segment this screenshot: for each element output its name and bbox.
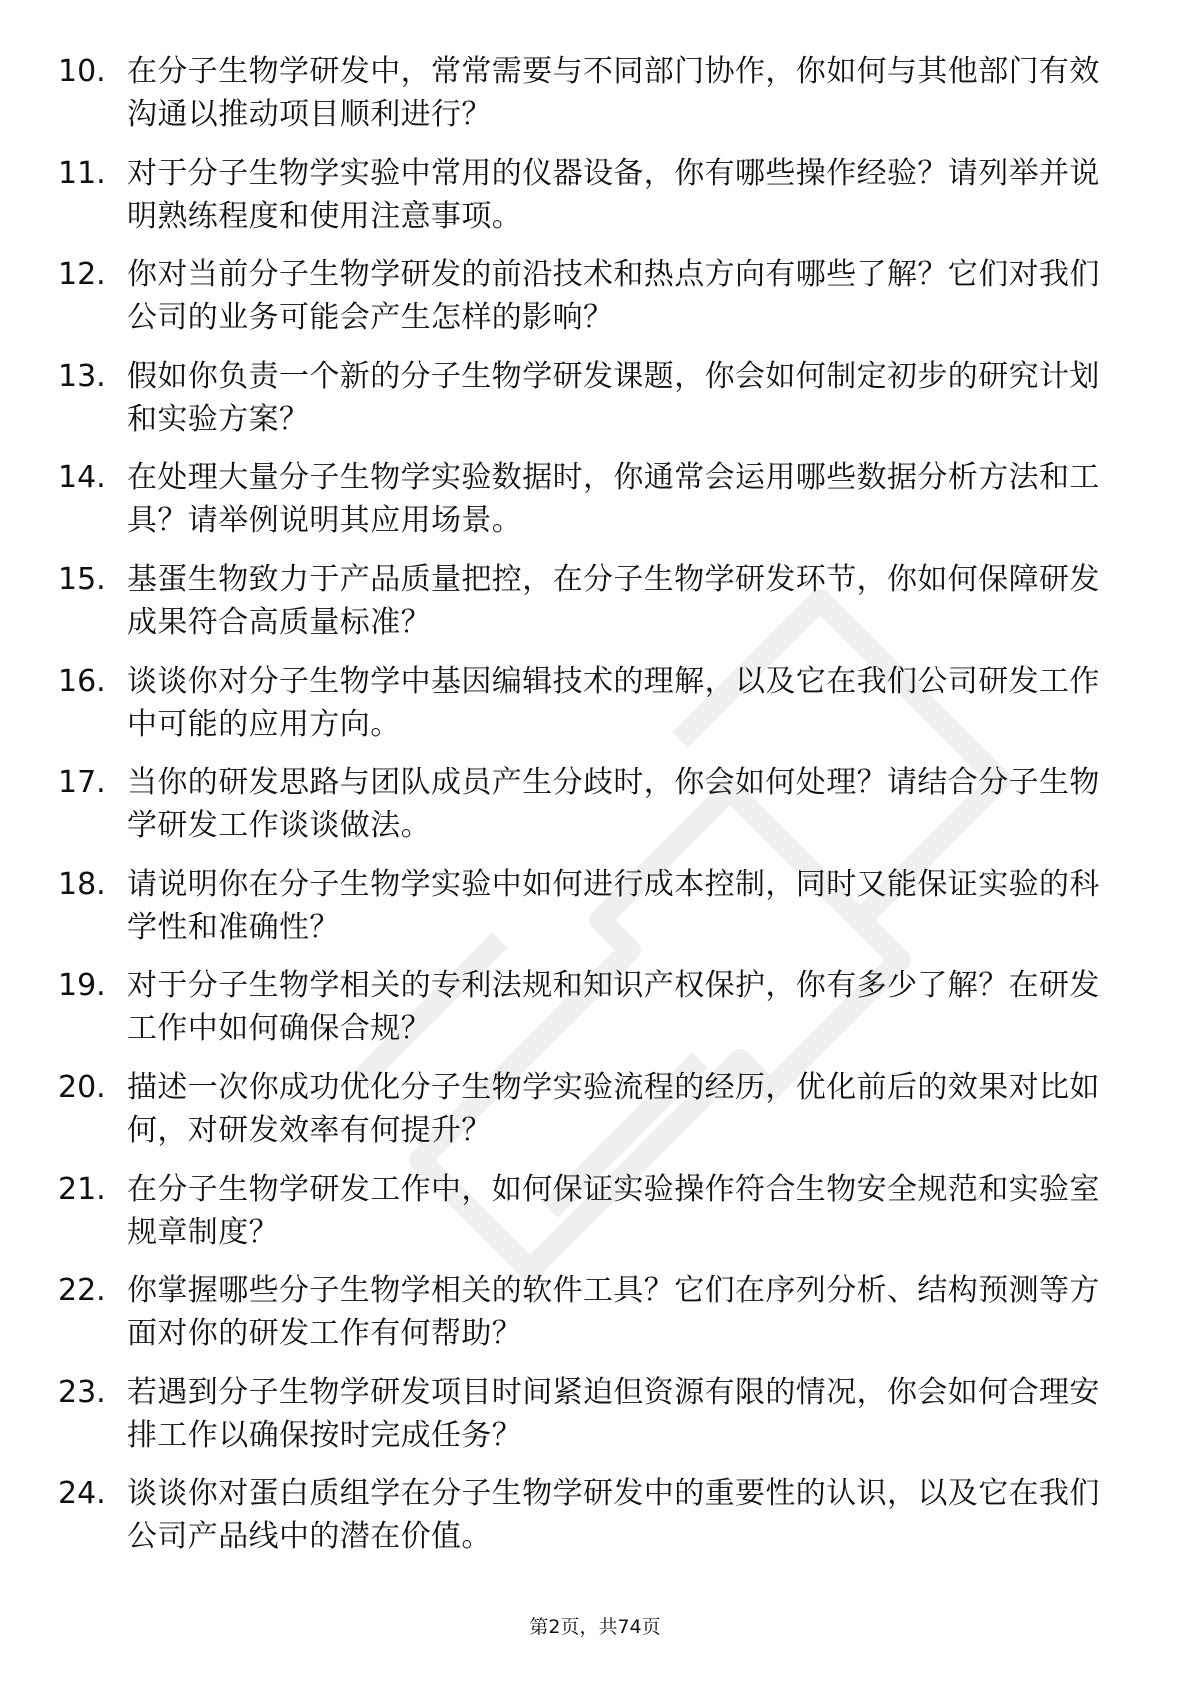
question-text: 在分子生物学研发中，常常需要与不同部门协作，你如何与其他部门有效沟通以推动项目顺利进行？ [127,54,1100,132]
question-text: 基蛋生物致力于产品质量把控，在分子生物学研发环节，你如何保障研发成果符合高质量标准？ [127,561,1100,640]
question-text: 对于分子生物学相关的专利法规和知识产权保护，你有多少了解？在研发工作中如何确保合规？ [127,968,1100,1047]
question-number: 17. [58,765,106,801]
question-item [58,456,1118,542]
question-number: 13. [58,358,106,394]
question-text: 当你的研发思路与团队成员产生分歧时，你会如何处理？请结合分子生物学研发工作谈谈做法。 [127,765,1100,844]
question-number: 12. [58,257,106,293]
question-number: 19. [58,968,106,1004]
question-number: 24. [58,1476,106,1512]
question-text: 在分子生物学研发工作中，如何保证实验操作符合生物安全规范和实验室规章制度？ [127,1171,1100,1250]
question-text: 若遇到分子生物学研发项目时间紧迫但资源有限的情况，你会如何合理安排工作以确保按时完成任务？ [127,1374,1100,1453]
question-text: 谈谈你对分子生物学中基因编辑技术的理解，以及它在我们公司研发工作中可能的应用方向。 [127,663,1100,742]
question-number: 10. [58,54,106,89]
question-item [58,50,1118,136]
question-list [58,50,1118,1574]
page-number: 第2页，共74页 [529,1616,661,1638]
question-item [58,253,1118,339]
question-text: 描述一次你成功优化分子生物学实验流程的经历，优化前后的效果对比如何，对研发效率有何提升？ [127,1069,1100,1148]
question-text: 谈谈你对蛋白质组学在分子生物学研发中的重要性的认识，以及它在我们公司产品线中的潜在价值。 [127,1476,1100,1555]
question-item [58,761,1118,847]
question-item [58,355,1118,441]
question-number: 14. [58,460,106,496]
question-number: 23. [58,1374,106,1410]
question-text: 请说明你在分子生物学实验中如何进行成本控制，同时又能保证实验的科学性和准确性？ [127,866,1100,945]
question-item [58,1371,1118,1457]
question-item [58,1269,1118,1355]
question-item [58,1472,1118,1558]
question-item [58,152,1118,238]
question-text: 在处理大量分子生物学实验数据时，你通常会运用哪些数据分析方法和工具？请举例说明其应用场景。 [127,460,1100,539]
question-item [58,863,1118,949]
question-item [58,964,1118,1050]
question-text: 假如你负责一个新的分子生物学研发课题，你会如何制定初步的研究计划和实验方案？ [127,358,1100,437]
question-item [58,660,1118,746]
question-text: 对于分子生物学实验中常用的仪器设备，你有哪些操作经验？请列举并说明熟练程度和使用注意事项。 [127,155,1100,234]
question-item [58,1168,1118,1254]
question-number: 21. [58,1171,106,1207]
question-number: 16. [58,663,106,699]
question-number: 22. [58,1273,106,1309]
question-text: 你掌握哪些分子生物学相关的软件工具？它们在序列分析、结构预测等方面对你的研发工作有何帮助？ [127,1273,1100,1352]
question-item [58,1066,1118,1152]
question-text: 你对当前分子生物学研发的前沿技术和热点方向有哪些了解？它们对我们公司的业务可能会产生怎样的影响？ [127,257,1100,336]
question-number: 15. [58,561,106,597]
question-number: 11. [58,155,106,191]
question-item [58,558,1118,644]
question-number: 18. [58,866,106,902]
question-number: 20. [58,1069,106,1105]
